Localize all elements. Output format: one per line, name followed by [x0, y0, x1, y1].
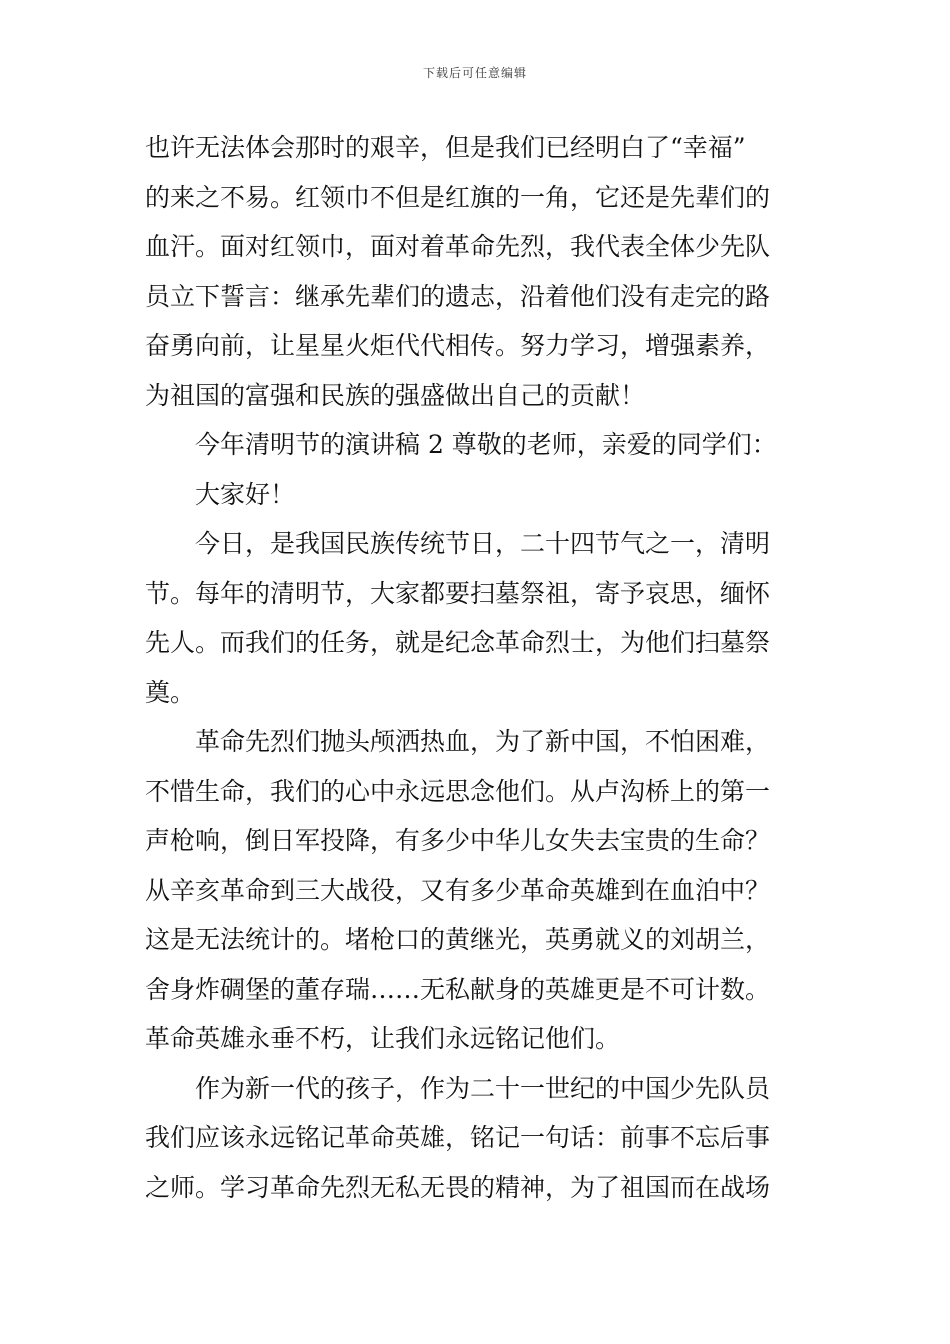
text-line: 也许无法体会那时的艰辛，但是我们已经明白了“幸福”	[145, 133, 746, 162]
text-line: 血汗。面对红领巾，面对着革命先烈，我代表全体少先队	[145, 232, 771, 261]
section-title-line: 今年清明节的演讲稿 2 尊敬的老师，亲爱的同学们：	[195, 430, 777, 459]
text-line: 员立下誓言：继承先辈们的遗志，沿着他们没有走完的路	[145, 281, 771, 311]
text-line: 奠。	[145, 677, 196, 707]
text-line: 这是无法统计的。堵枪口的黄继光，英勇就义的刘胡兰，	[145, 925, 771, 954]
text-line: 为祖国的富强和民族的强盛做出自己的贡献！	[145, 380, 646, 410]
text-line: 从辛亥革命到三大战役，又有多少革命英雄到在血泊中？	[145, 875, 771, 905]
text-line: 节。每年的清明节，大家都要扫墓祭祖，寄予哀思，缅怀	[145, 578, 771, 608]
text-line: 先人。而我们的任务，就是纪念革命烈士，为他们扫墓祭	[145, 628, 771, 657]
document-body	[145, 123, 810, 1212]
text-line: 作为新一代的孩子，作为二十一世纪的中国少先队员	[195, 1073, 771, 1103]
text-line: 之师。学习革命先烈无私无畏的精神，为了祖国而在战场	[145, 1172, 771, 1202]
text-line: 不惜生命，我们的心中永远思念他们。从卢沟桥上的第一	[145, 776, 771, 806]
text-line: 今日，是我国民族传统节日，二十四节气之一，清明	[195, 529, 771, 558]
greeting-line: 大家好！	[195, 479, 296, 509]
text-line: 舍身炸碉堡的董存瑞……无私献身的英雄更是不可计数。	[145, 974, 771, 1004]
page-header: 下载后可任意编辑	[422, 66, 527, 80]
text-line: 我们应该永远铭记革命英雄，铭记一句话：前事不忘后事	[145, 1123, 771, 1152]
text-line: 革命先烈们抛头颅洒热血，为了新中国，不怕困难，	[195, 727, 771, 756]
text-line: 声枪响，倒日军投降，有多少中华儿女失去宝贵的生命？	[145, 826, 771, 855]
text-line: 奋勇向前，让星星火炬代代相传。努力学习，增强素养，	[145, 331, 771, 360]
text-line: 的来之不易。红领巾不但是红旗的一角，它还是先辈们的	[145, 182, 771, 212]
text-line: 革命英雄永垂不朽，让我们永远铭记他们。	[145, 1024, 621, 1053]
